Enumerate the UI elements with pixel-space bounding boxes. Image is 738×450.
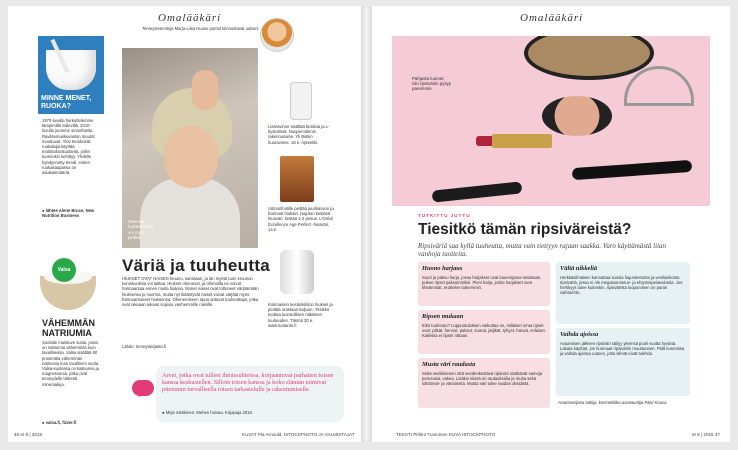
- quote-source: ● Mirja Siekkinen: Mehen hoivaa. Kirjapaja 2016.: [162, 410, 253, 415]
- hair-fiber-tube: [280, 250, 314, 294]
- box-text: Herkkäsilmäisen kannattaa suosia hajusteetonta ja vesiluiekosta ripsiväriä, jossa ei ole megaluonnetus- ja ehtymispeiseaineita. Jos herkkyys tulee kuitenkin, ripsiväristä luopuminen on paras vaihtoehto.: [560, 275, 683, 296]
- article-title: Tiesitkö tämän ripsiväreistä?: [418, 221, 632, 238]
- yogurt-source: ● lähtee Alene Bruce, New Nutrition Business: [42, 208, 95, 219]
- box-text: Sekä veekilvienen että veedenkestävä ripsiväri sisältävät samoja perusosia, vakea. Lisäksi niissä on rautaoksidia ja muita sekä sälöönvä- ja väriaineita. Musta väri tulee raudan oksidista.: [422, 371, 543, 387]
- yogurt-text: 1970-luvulla herkuttelemme tämpimillä voilevillä, 2010-luvulla juomme smoothieita. Ravitsemuskuvaston muutot muuttuvat. Yksi trendeistä: ruokalajia käyttää maitotaloustuotteita, joihin tuomiokin kehittyy. Yhdelle hyödynnetty trendi, eniten ruokakaupassa on asiakasmääriä.: [42, 118, 95, 176]
- makeup-photo: [392, 36, 710, 206]
- right-page: [372, 6, 730, 442]
- box-text: Eikö tuuheutu? Loppuotuloksen vaikuttaa se, millaiset omat ripset ovat: pitkät, hennot, paksut, suorat, järjikät, tyhyet, harvat, enlaiset. Kaikissa ei ripset nätaan.: [422, 323, 546, 339]
- quote-text: Arvet, jotka ovat tulleet ihmissuhteissa, korjaantuvat parhaiten toisen kanssa keskustellen. Silloin toisen kanssa ja koko elämän toimivat pitemmin turvallisella toisen tarkastelulle ja rakentumiselle.: [162, 372, 334, 394]
- expert-note: Terveysteemitoja Marja-Liisa Huuso pormit kiinnostavat uutiset.: [142, 26, 260, 31]
- salt-text: Suolatie maistuve suola, josso on natriumia vähemmän kuin tavallisessa. Valsa sisältää 80 prosenttia vähemmän natriumia kuin tavallinen suola. Valsa-suolassa on kalsiumia ja magnesiumia, jotka ovat terveydelle tärkeitä mineraaleja.: [42, 340, 100, 387]
- product-1-text: Lisäravinne sisältää biotiinia ja L-kystetiiniä. Nuoperoidenin rakennusaine. Yli Biotiin huuravinne, 18 e, Apteekki.: [268, 124, 330, 145]
- salt-badge: Valsa: [52, 258, 76, 282]
- right-page-number: et 8 | 2016 47: [691, 432, 720, 437]
- yogurt-image: [38, 36, 104, 114]
- salt-title: VÄHEMMÄN NATRIUMIA: [42, 318, 95, 338]
- left-sidebar: [38, 36, 104, 438]
- box-heading: Vältä nikkeliä: [560, 265, 598, 272]
- salt-source: ● valsa.fi, fizzer.fi: [42, 420, 77, 425]
- article-source: Lähde: terveyskirjasto.fi: [122, 344, 166, 349]
- left-credits: KUVAT Pia Arnould, ISTOCKPHOTO JA VALMISTAJAT: [242, 432, 355, 437]
- quote-box: [156, 366, 344, 422]
- box-text: Avaamisen jälkeen ripsiväri säilyy yleensä puoli vuotta hyvänä. Lakata käyttää, jos huomaat ripsiväriin muuttuneen. Pidä kunnossa ja vaihda ajoissa uuteen, jotta silmät eivät tulehdu.: [560, 341, 685, 357]
- box-musta-vari: [418, 358, 550, 408]
- left-page-number: 46 et 8 | 2016: [14, 432, 43, 437]
- box-source: Asiantuntijana tutkija, kosmetiikka-asiantuntija Päivi Kousa: [558, 400, 667, 405]
- speech-bubble-icon: [132, 380, 154, 396]
- right-header: Omalääkäri: [520, 12, 584, 24]
- hair-dye-box: [280, 156, 314, 202]
- left-page: [8, 6, 361, 442]
- yogurt-title: MINNE MENET, RUOKA?: [41, 95, 92, 110]
- box-heading: Ripsen mukaan: [422, 313, 464, 320]
- article-lead: Ripsiväriä saa kyllä tuuheutta, mutta vain tiettyyn rajaan saakka. Varo käyttämästä liian vanhoja tuotteita.: [418, 242, 667, 258]
- salt-bowl-image: [40, 258, 96, 314]
- expert-portrait: [260, 18, 294, 52]
- box-heading: Vaihda ajoissa: [560, 331, 599, 338]
- product-3-text: Kotimainen kesäinkiliiton hiukset ja peittää orastaan kaljuun. Yksikkö tuottaa luonnollisen näköisen tuuheuden. Täsmä 30 e. www.tuotanto.fi: [268, 302, 333, 328]
- article-title: Väriä ja tuuheutta: [122, 256, 271, 275]
- box-vaihda-ajoissa: [556, 328, 690, 396]
- right-credits: TEKSTI Pirkko Tuominen KUVA ISTOCKPHOTO: [396, 432, 496, 437]
- box-huono-harjaus: [418, 262, 550, 306]
- box-valta-nikkelia: [556, 262, 690, 324]
- supplement-bottle: [290, 82, 312, 120]
- photo-caption: Ohenevi tuuhemmista voi myös peittää.: [128, 219, 154, 240]
- article-body: HIUKSET OVAT NAISEN kruunu, sanotaan, ja iän myötä tuon kruunun kuninkuuksia voi laittaa. Hiukset ohenevat, ja ohimoilla ne voivat harmaantua ennen muita hiuksia. Monet naiset ovat tottuneet värjäämään hiuksensa jo nuorina, mutta nyt ikääntyvät naiset voivat värjätä myös harmaantuneet hiuksensa. Ohenemiseen apua antavat tuuheuttajat, jotka ovat oikeaan aikaan sopivia vanhemmille naisille.: [122, 276, 259, 308]
- section-tag: TUTKITTU JUTTU: [418, 213, 471, 218]
- box-ripsen-mukaan: [418, 310, 550, 354]
- hero-caption: Pahjasta luomet, niin ripsiväriin pysyy paremmin.: [412, 76, 452, 92]
- box-text: Suuri ja paksu harja, jossa harjakset ovat kauempana toisistaan, pukee ripset paksummiksi. Pieni harja, jonka harjakset ovat tiheämmät, erottelee tarkemmin.: [422, 275, 542, 291]
- box-heading: Musta väri raudasta: [422, 361, 476, 368]
- box-heading: Huono harjaus: [422, 265, 463, 272]
- left-header: Omalääkäri: [158, 12, 222, 24]
- product-2-text: Ustoonfoolille peittää juurikasvon ja harmaat hiukset. Hajuton kestävä hiusväri; kestää 1-2 pesua. L'Oréal Excellence Age Perfect -hiusväri, 14 e.: [268, 206, 334, 232]
- page-gutter: [361, 6, 372, 442]
- woman-photo: [122, 48, 258, 248]
